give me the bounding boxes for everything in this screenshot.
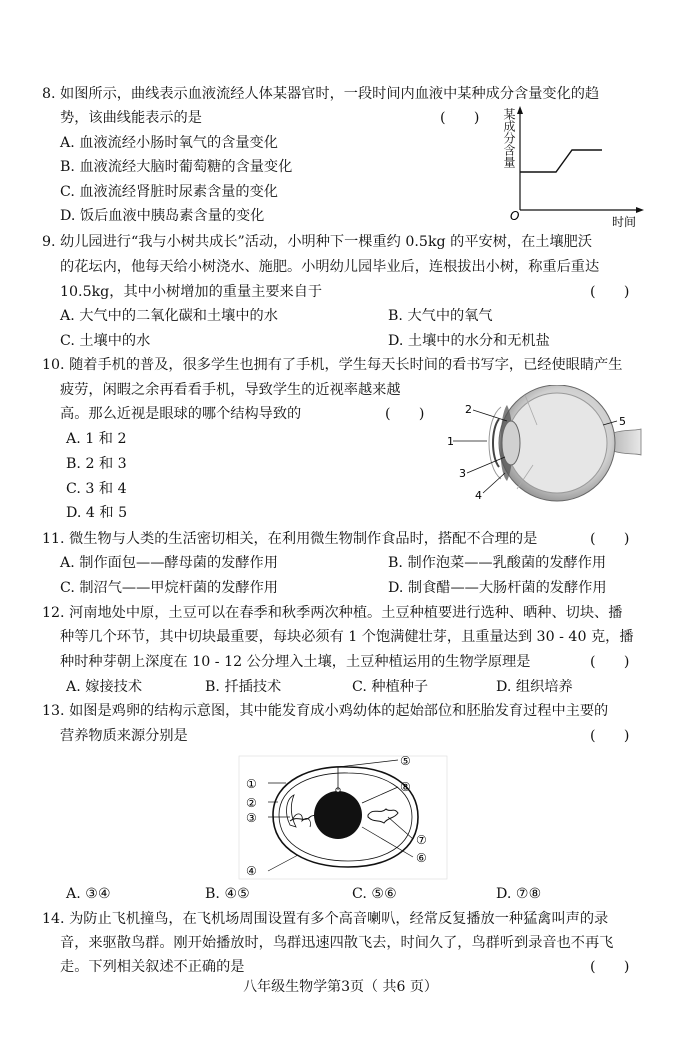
q13-answer-blank: ( ) — [590, 728, 630, 744]
q11-option-c: C. 制沼气——甲烷杆菌的发酵作用 — [60, 580, 278, 596]
q12-option-a: A. 嫁接技术 — [66, 679, 143, 695]
q10-stem-line1: 10. 随着手机的普及，很多学生也拥有了手机，学生每天长时间的看书写字，已经使眼睛产生 — [42, 357, 623, 373]
q11-option-a: A. 制作面包——酵母菌的发酵作用 — [60, 555, 278, 571]
eye-label-5: 5 — [619, 415, 626, 428]
q9-option-b: B. 大气中的氧气 — [388, 308, 493, 324]
eye-label-2: 2 — [465, 403, 472, 416]
q12-stem-line1: 12. 河南地处中原，土豆可以在春季和秋季两次种植。土豆种植要进行选种、晒种、切块、播 — [42, 605, 623, 621]
q10-option-a: A. 1 和 2 — [66, 431, 127, 447]
eye-label-3: 3 — [459, 467, 466, 480]
q8-stem-line1: 8. 如图所示，曲线表示血液流经人体某器官时，一段时间内血液中某种成分含量变化的趋 — [42, 86, 600, 102]
q12-answer-blank: ( ) — [590, 654, 630, 670]
q13-option-b: B. ④⑤ — [205, 886, 250, 902]
q12-stem-line2: 种等几个环节，其中切块最重要，每块必须有 1 个饱满健壮芽，且重量达到 30 - 40 克，播 — [60, 629, 634, 645]
egg-label-7: ⑦ — [416, 833, 427, 847]
q8-option-a: A. 血液流经小肠时氧气的含量变化 — [60, 135, 278, 151]
q11-option-b: B. 制作泡菜——乳酸菌的发酵作用 — [388, 555, 607, 571]
q8-option-b: B. 血液流经大脑时葡萄糖的含量变化 — [60, 159, 293, 175]
egg-label-6: ⑥ — [416, 851, 427, 865]
egg-label-5: ⑤ — [400, 755, 411, 768]
q10-stem-line2: 疲劳，闲暇之余再看看手机，导致学生的近视率越来越 — [60, 382, 401, 398]
egg-label-4: ④ — [246, 864, 257, 878]
q14-answer-blank: ( ) — [590, 959, 630, 975]
q10-option-b: B. 2 和 3 — [66, 456, 127, 472]
q8-x-axis-label: 时间 — [612, 215, 637, 228]
q10-answer-blank: ( ) — [385, 406, 425, 422]
egg-label-2: ② — [246, 796, 257, 810]
q9-option-a: A. 大气中的二氧化碳和土壤中的水 — [60, 308, 278, 324]
q11-stem-line1: 11. 微生物与人类的生活密切相关，在利用微生物制作食品时，搭配不合理的是 — [42, 531, 538, 547]
eye-label-4: 4 — [475, 489, 482, 502]
q9-option-d: D. 土壤中的水分和无机盐 — [388, 333, 550, 349]
page-footer: 八年级生物学第3页（ 共6 页） — [243, 979, 438, 995]
q13-option-d: D. ⑦⑧ — [496, 886, 542, 902]
q11-answer-blank: ( ) — [590, 531, 630, 547]
q8-curve-graph — [500, 100, 650, 228]
q12-option-d: D. 组织培养 — [496, 679, 573, 695]
q10-stem-line3: 高。那么近视是眼球的哪个结构导致的 — [60, 406, 302, 422]
q13-stem-line1: 13. 如图是鸡卵的结构示意图，其中能发育成小鸡幼体的起始部位和胚胎发育过程中主要的 — [42, 703, 609, 719]
q14-stem-line1: 14. 为防止飞机撞鸟，在飞机场周围设置有多个高音喇叭，经常反复播放一种猛禽叫声的录 — [42, 911, 609, 927]
q8-answer-blank: ( ) — [440, 110, 480, 126]
egg-label-1: ① — [246, 777, 257, 791]
q9-stem-line3: 10.5kg，其中小树增加的重量主要来自于 — [60, 284, 323, 300]
q14-stem-line2: 音，来驱散鸟群。刚开始播放时，鸟群迅速四散飞去，时间久了，鸟群听到录音也不再飞 — [60, 935, 614, 951]
q11-option-d: D. 制食醋——大肠杆菌的发酵作用 — [388, 580, 607, 596]
q9-answer-blank: ( ) — [590, 284, 630, 300]
q8-origin-label: O — [510, 209, 520, 223]
q8-stem-line2: 势，该曲线能表示的是 — [60, 110, 202, 126]
q12-option-c: C. 种植种子 — [352, 679, 429, 695]
q9-stem-line2: 的花坛内，他每天给小树浇水、施肥。小明幼儿园毕业后，连根拔出小树，称重后重达 — [60, 259, 600, 275]
q13-option-a: A. ③④ — [66, 886, 111, 902]
q8-y-axis-label: 某成分含量 — [502, 108, 516, 168]
egg-label-3: ③ — [246, 811, 257, 825]
q13-stem-line2: 营养物质来源分别是 — [60, 728, 188, 744]
q12-option-b: B. 扦插技术 — [205, 679, 282, 695]
q9-option-c: C. 土壤中的水 — [60, 333, 151, 349]
q12-stem-line3: 种时种芽朝上深度在 10 - 12 公分埋入土壤，土豆种植运用的生物学原理是 — [60, 654, 531, 670]
egg-structure-diagram — [238, 755, 448, 880]
eye-label-1: 1 — [447, 435, 454, 448]
q13-option-c: C. ⑤⑥ — [352, 886, 397, 902]
q8-option-d: D. 饭后血液中胰岛素含量的变化 — [60, 208, 265, 224]
q10-option-d: D. 4 和 5 — [66, 505, 128, 521]
q8-option-c: C. 血液流经肾脏时尿素含量的变化 — [60, 184, 278, 200]
q9-stem-line1: 9. 幼儿园进行“我与小树共成长”活动，小明种下一棵重约 0.5kg 的平安树，在土壤肥沃 — [42, 234, 593, 250]
q14-stem-line3: 走。下列相关叙述不正确的是 — [60, 959, 245, 975]
q10-option-c: C. 3 和 4 — [66, 481, 127, 497]
egg-label-8: ⑧ — [400, 780, 411, 794]
eye-structure-diagram — [445, 385, 645, 515]
